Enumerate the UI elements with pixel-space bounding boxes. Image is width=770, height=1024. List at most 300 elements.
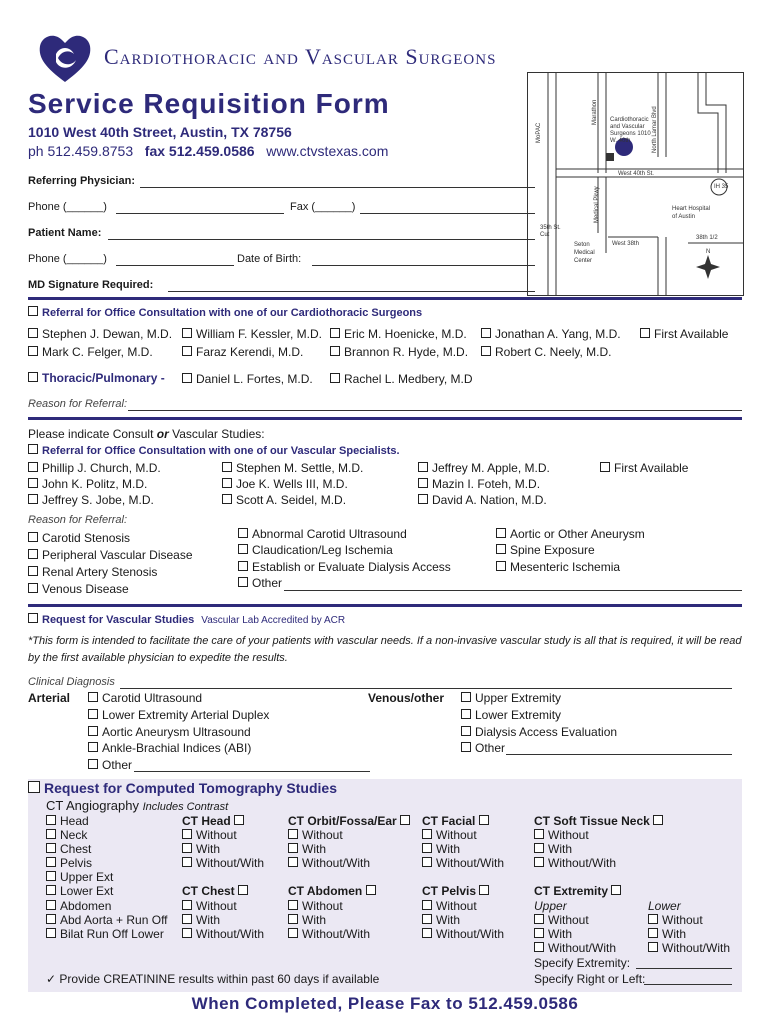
checkbox[interactable] <box>46 843 56 853</box>
ct-head-option[interactable] <box>182 814 248 828</box>
checkbox[interactable] <box>422 843 432 853</box>
fax: fax 512.459.0586 <box>144 143 255 159</box>
vascular-reason-label: Reason for Referral: <box>28 514 128 526</box>
phone: ph 512.459.8753 <box>28 143 134 159</box>
divider-1 <box>28 297 742 300</box>
surgeon-option[interactable] <box>330 345 468 359</box>
surgeon-option[interactable] <box>330 372 473 386</box>
venous-other-option[interactable] <box>461 741 505 755</box>
checkbox[interactable] <box>330 373 340 383</box>
surgeon-option[interactable] <box>28 327 172 341</box>
ct-contrast-option[interactable] <box>288 927 370 941</box>
option-label: Without/With <box>548 941 617 955</box>
checkbox[interactable] <box>534 829 544 839</box>
checkbox[interactable] <box>496 561 506 571</box>
surgeon-option[interactable] <box>182 372 313 386</box>
checkbox[interactable] <box>366 885 376 895</box>
venous-label: Venous/other <box>368 691 445 705</box>
checkbox[interactable] <box>88 742 98 752</box>
checkbox[interactable] <box>46 928 56 938</box>
surgeon-option[interactable] <box>28 345 153 359</box>
ct-contrast-option[interactable] <box>534 913 589 927</box>
md-signature-field[interactable] <box>168 291 535 292</box>
referring-physician-label: Referring Physician: <box>28 175 135 187</box>
option-label: Faraz Kerendi, M.D. <box>196 345 304 359</box>
option-label: Without/With <box>548 856 617 870</box>
checkbox[interactable] <box>534 942 544 952</box>
phone1-label: Phone (______) <box>28 201 107 213</box>
ct-pelvis-option[interactable] <box>422 884 493 898</box>
checkbox[interactable] <box>182 829 192 839</box>
option-label: Scott A. Seidel, M.D. <box>236 493 347 507</box>
dob-label: Date of Birth: <box>237 253 302 265</box>
checkbox[interactable] <box>479 815 489 825</box>
checkbox[interactable] <box>238 528 248 538</box>
checkbox[interactable] <box>222 478 232 488</box>
checkbox[interactable] <box>234 815 244 825</box>
ct-checkbox[interactable] <box>28 781 40 793</box>
option-label: Renal Artery Stenosis <box>42 565 158 579</box>
option-label: Upper Extremity <box>475 691 562 705</box>
checkbox[interactable] <box>418 494 428 504</box>
ct-contrast-option[interactable] <box>422 927 504 941</box>
option-label: Rachel L. Medbery, M.D <box>344 372 473 386</box>
checkbox[interactable] <box>422 928 432 938</box>
map-label-38half: 38th 1/2 <box>696 235 718 241</box>
divider-3 <box>28 604 742 607</box>
ct-soft-tissue-option[interactable] <box>534 814 667 828</box>
option-label: Stephen J. Dewan, M.D. <box>42 327 173 341</box>
surgeon-option[interactable] <box>330 327 467 341</box>
reason-option[interactable] <box>496 560 620 574</box>
reason-other-option[interactable] <box>238 576 282 590</box>
surgeon-option[interactable] <box>481 345 611 359</box>
option-label: CT Chest <box>182 884 235 898</box>
ct-contrast-option[interactable] <box>182 913 220 927</box>
specify-side-label: Specify Right or Left: <box>534 972 646 986</box>
checkbox[interactable] <box>653 815 663 825</box>
ct-contrast-option[interactable] <box>288 828 343 842</box>
arterial-other-field[interactable] <box>134 771 370 772</box>
checkbox[interactable] <box>222 494 232 504</box>
checkbox[interactable] <box>288 843 298 853</box>
ct-contrast-option[interactable] <box>534 828 589 842</box>
checkbox[interactable] <box>28 566 38 576</box>
fax1-field[interactable] <box>360 213 535 214</box>
checkbox[interactable] <box>288 857 298 867</box>
specialist-option[interactable] <box>28 493 154 507</box>
checkbox[interactable] <box>88 692 98 702</box>
checkbox[interactable] <box>238 561 248 571</box>
phone1-field[interactable] <box>116 213 284 214</box>
ct-angio-option[interactable] <box>46 884 113 898</box>
venous-other-field[interactable] <box>506 754 732 755</box>
arterial-option[interactable] <box>88 691 202 705</box>
reason-option[interactable] <box>238 560 451 574</box>
checkbox[interactable] <box>28 346 38 356</box>
ct-contrast-option[interactable] <box>182 828 237 842</box>
ct-contrast-option[interactable] <box>288 842 326 856</box>
checkbox[interactable] <box>28 532 38 542</box>
vascular-heading-text: Referral for Office Consultation with one of our Vascular Specialists. <box>42 445 400 457</box>
vascular-checkbox[interactable] <box>28 444 38 454</box>
checkbox[interactable] <box>28 494 38 504</box>
reason-option[interactable] <box>28 582 129 596</box>
ct-angio-option[interactable] <box>46 870 113 884</box>
option-label: With <box>548 927 572 941</box>
checkbox[interactable] <box>238 544 248 554</box>
venous-option[interactable] <box>461 725 617 739</box>
surgeon-option[interactable] <box>481 327 621 341</box>
checkbox[interactable] <box>496 528 506 538</box>
venous-option[interactable] <box>461 708 561 722</box>
option-label: Eric M. Hoenicke, M.D. <box>344 327 467 341</box>
ct-contrast-option[interactable] <box>534 842 572 856</box>
option-label: Jeffrey S. Jobe, M.D. <box>42 493 154 507</box>
form-title: Service Requisition Form <box>28 88 390 119</box>
cardio-reason-label: Reason for Referral: <box>28 398 128 410</box>
specify-side-field[interactable] <box>644 984 732 985</box>
studies-heading-text: Request for Vascular Studies <box>42 614 195 626</box>
ct-contrast-option[interactable] <box>288 913 326 927</box>
arterial-option[interactable] <box>88 708 269 722</box>
website[interactable]: www.ctvstexas.com <box>266 143 389 159</box>
option-label: Without <box>302 828 343 842</box>
checkbox[interactable] <box>461 726 471 736</box>
checkbox[interactable] <box>46 900 56 910</box>
checkbox[interactable] <box>496 544 506 554</box>
clinical-diagnosis-field[interactable] <box>120 688 732 689</box>
checkbox[interactable] <box>534 857 544 867</box>
location-map <box>527 72 744 296</box>
option-label: Without/With <box>302 927 371 941</box>
checkbox[interactable] <box>640 328 650 338</box>
checkbox[interactable] <box>534 843 544 853</box>
studies-heading[interactable] <box>28 613 345 626</box>
checkbox[interactable] <box>182 346 192 356</box>
specialist-option[interactable] <box>418 461 550 475</box>
ct-contrast-option[interactable] <box>182 842 220 856</box>
option-label: Abd Aorta + Run Off <box>60 913 168 927</box>
specialist-option[interactable] <box>222 477 348 491</box>
option-label: CT Soft Tissue Neck <box>534 814 650 828</box>
ct-angio-option[interactable] <box>46 899 111 913</box>
option-label: Venous Disease <box>42 582 129 596</box>
reason-option[interactable] <box>28 531 130 545</box>
option-label: Robert C. Neely, M.D. <box>495 345 612 359</box>
checkbox[interactable] <box>238 885 248 895</box>
fax1-label: Fax (______) <box>290 201 356 213</box>
option-label: Other <box>102 758 133 772</box>
checkbox[interactable] <box>288 900 298 910</box>
checkbox[interactable] <box>46 914 56 924</box>
checkbox[interactable] <box>330 346 340 356</box>
map-label-west38: West 38th <box>612 241 639 247</box>
referring-physician-field[interactable] <box>140 187 535 188</box>
reason-option[interactable] <box>496 527 645 541</box>
map-label-heart-hospital: Heart Hospital of Austin <box>672 206 711 220</box>
checkbox[interactable] <box>534 928 544 938</box>
map-label-west40: West 40th St. <box>618 171 654 177</box>
vascular-heading[interactable] <box>28 444 400 457</box>
ct-angio-option[interactable] <box>46 927 164 941</box>
checkbox[interactable] <box>422 829 432 839</box>
venous-option[interactable] <box>461 691 561 705</box>
checkbox[interactable] <box>461 742 471 752</box>
ct-extremity-option[interactable] <box>534 884 625 898</box>
ct-angio-option[interactable] <box>46 828 87 842</box>
dob-field[interactable] <box>312 265 535 266</box>
checkbox[interactable] <box>46 857 56 867</box>
reason-option[interactable] <box>496 543 595 557</box>
map-label-marathon: Marathon <box>592 99 598 125</box>
ct-contrast-option[interactable] <box>422 899 477 913</box>
option-label: Without <box>196 899 237 913</box>
clinical-diagnosis-label: Clinical Diagnosis <box>28 676 115 688</box>
option-label: Brannon R. Hyde, M.D. <box>344 345 469 359</box>
ct-contrast-option[interactable] <box>288 899 343 913</box>
option-label: Without/With <box>302 856 371 870</box>
phone2-label: Phone (______) <box>28 253 107 265</box>
ct-angio-option[interactable] <box>46 913 168 927</box>
checkbox[interactable] <box>46 815 56 825</box>
ct-contrast-option[interactable] <box>534 856 616 870</box>
phone2-field[interactable] <box>116 265 234 266</box>
ct-angio-option[interactable] <box>46 842 91 856</box>
checkbox[interactable] <box>422 914 432 924</box>
option-label: William F. Kessler, M.D. <box>196 327 323 341</box>
surgeon-option[interactable] <box>182 345 303 359</box>
option-label: Without <box>548 913 589 927</box>
checkbox[interactable] <box>288 829 298 839</box>
ct-abdomen-option[interactable] <box>288 884 380 898</box>
ct-angio-option[interactable] <box>46 856 92 870</box>
checkbox[interactable] <box>182 857 192 867</box>
indicate-consult <box>28 427 265 441</box>
ct-contrast-option[interactable] <box>422 913 460 927</box>
checkbox[interactable] <box>422 857 432 867</box>
checkbox[interactable] <box>461 692 471 702</box>
checkbox[interactable] <box>648 914 658 924</box>
checkbox[interactable] <box>182 914 192 924</box>
checkbox[interactable] <box>46 871 56 881</box>
checkbox[interactable] <box>600 462 610 472</box>
option-label: Daniel L. Fortes, M.D. <box>196 372 313 386</box>
reason-option[interactable] <box>238 527 407 541</box>
specialist-option[interactable] <box>222 461 363 475</box>
checkbox[interactable] <box>28 328 38 338</box>
option-label: Claudication/Leg Ischemia <box>252 543 393 557</box>
specialist-option[interactable] <box>28 461 161 475</box>
arterial-option[interactable] <box>88 741 251 755</box>
ct-angio-option[interactable] <box>46 814 89 828</box>
map-roads <box>528 73 743 295</box>
ct-contrast-option[interactable] <box>534 927 572 941</box>
option-label: Without <box>196 828 237 842</box>
ct-contrast-option[interactable] <box>648 913 703 927</box>
arterial-option[interactable] <box>88 725 251 739</box>
reason-option[interactable] <box>28 565 157 579</box>
ct-heading-text: Request for Computed Tomography Studies <box>44 780 337 796</box>
first-available-option[interactable] <box>640 327 728 341</box>
checkbox[interactable] <box>28 478 38 488</box>
ct-facial-option[interactable] <box>422 814 493 828</box>
ct-contrast-option[interactable] <box>648 927 686 941</box>
checkbox[interactable] <box>28 583 38 593</box>
thoracic-option[interactable] <box>28 371 165 385</box>
checkbox[interactable] <box>28 462 38 472</box>
specialist-option[interactable] <box>418 493 547 507</box>
arterial-other-option[interactable] <box>88 758 132 772</box>
checkbox[interactable] <box>46 829 56 839</box>
checkbox[interactable] <box>88 759 98 769</box>
checkbox[interactable] <box>422 900 432 910</box>
patient-name-field[interactable] <box>108 239 535 240</box>
first-available-option[interactable] <box>600 461 688 475</box>
specialist-option[interactable] <box>28 477 147 491</box>
reason-option[interactable] <box>238 543 393 557</box>
option-label: Lower Extremity <box>475 708 562 722</box>
patient-name-label: Patient Name: <box>28 227 102 239</box>
option-label: Ankle-Brachial Indices (ABI) <box>102 741 252 755</box>
map-label-north: N <box>706 249 711 255</box>
cardio-checkbox[interactable] <box>28 306 38 316</box>
checkbox[interactable] <box>648 942 658 952</box>
checkbox[interactable] <box>88 709 98 719</box>
specialist-option[interactable] <box>418 477 540 491</box>
option-label: Upper Ext <box>60 870 114 884</box>
cardio-heading[interactable] <box>28 306 422 319</box>
option-label: First Available <box>614 461 689 475</box>
checkbox[interactable] <box>461 709 471 719</box>
ct-contrast-option[interactable] <box>534 941 616 955</box>
checkbox[interactable] <box>88 726 98 736</box>
option-label: Other <box>252 576 283 590</box>
checkbox[interactable] <box>238 577 248 587</box>
ct-contrast-option[interactable] <box>422 828 477 842</box>
ct-contrast-option[interactable] <box>648 941 730 955</box>
arterial-label: Arterial <box>28 691 71 705</box>
logo <box>36 32 94 84</box>
option-label: Dialysis Access Evaluation <box>475 725 618 739</box>
option-label: Without <box>436 899 477 913</box>
cardio-reason-field[interactable] <box>128 410 742 411</box>
checkbox[interactable] <box>534 914 544 924</box>
ct-contrast-option[interactable] <box>182 856 264 870</box>
checkbox[interactable] <box>418 478 428 488</box>
ct-heading[interactable] <box>28 780 337 796</box>
ct-contrast-option[interactable] <box>182 927 264 941</box>
option-label: With <box>196 913 220 927</box>
checkbox[interactable] <box>288 914 298 924</box>
lower-label: Lower <box>648 899 681 913</box>
option-label: Establish or Evaluate Dialysis Access <box>252 560 451 574</box>
option-label: John K. Politz, M.D. <box>42 477 148 491</box>
option-label: CT Abdomen <box>288 884 363 898</box>
checkbox[interactable] <box>28 549 38 559</box>
option-label: Without/With <box>196 927 265 941</box>
option-label: CT Pelvis <box>422 884 477 898</box>
ct-contrast-option[interactable] <box>422 842 460 856</box>
checkbox[interactable] <box>611 885 621 895</box>
checkbox[interactable] <box>288 928 298 938</box>
option-label: Lower Extremity Arterial Duplex <box>102 708 270 722</box>
checkbox[interactable] <box>182 928 192 938</box>
option-label: Bilat Run Off Lower <box>60 927 164 941</box>
option-label: With <box>302 842 326 856</box>
option-label: CT Facial <box>422 814 476 828</box>
option-label: Mark C. Felger, M.D. <box>42 345 153 359</box>
ct-chest-option[interactable] <box>182 884 252 898</box>
checkbox[interactable] <box>222 462 232 472</box>
option-label: Peripheral Vascular Disease <box>42 548 193 562</box>
map-label-mopac: MoPAC <box>536 122 542 143</box>
checkbox[interactable] <box>182 900 192 910</box>
compass-icon <box>696 255 720 279</box>
checkbox[interactable] <box>479 885 489 895</box>
option-label: With <box>302 913 326 927</box>
md-signature-label: MD Signature Required: <box>28 279 154 291</box>
studies-checkbox[interactable] <box>28 613 38 623</box>
checkbox[interactable] <box>418 462 428 472</box>
creatinine-note: ✓ Provide CREATININE results within past 60 days if available <box>46 972 380 986</box>
ct-orbit-option[interactable] <box>288 814 414 828</box>
map-label-north-lamar: North Lamar Blvd <box>652 106 658 153</box>
checkbox[interactable] <box>46 885 56 895</box>
option-label: Without/With <box>196 856 265 870</box>
option-label: Aortic Aneurysm Ultrasound <box>102 725 251 739</box>
option-label: Without <box>302 899 343 913</box>
option-label: Other <box>475 741 506 755</box>
checkbox[interactable] <box>182 373 192 383</box>
checkbox[interactable] <box>182 328 192 338</box>
org-name: Cardiothoracic and Vascular Surgeons <box>104 44 497 69</box>
map-label-medical-pkwy: Medical Pkwy <box>594 186 600 223</box>
checkbox[interactable] <box>400 815 410 825</box>
option-label: Without/With <box>436 856 505 870</box>
checkbox[interactable] <box>648 928 658 938</box>
reason-other-field[interactable] <box>284 590 742 591</box>
checkbox[interactable] <box>481 346 491 356</box>
ct-contrast-option[interactable] <box>422 856 504 870</box>
option-label: Phillip J. Church, M.D. <box>42 461 161 475</box>
checkbox[interactable] <box>330 328 340 338</box>
checkbox[interactable] <box>182 843 192 853</box>
divider-2 <box>28 417 742 420</box>
map-label-seton: Seton Medical Center <box>574 242 595 264</box>
option-label: CT Head <box>182 814 231 828</box>
option-label: Without <box>436 828 477 842</box>
map-label-ih35: IH 35 <box>714 184 729 190</box>
checkbox[interactable] <box>481 328 491 338</box>
option-label: Carotid Ultrasound <box>102 691 203 705</box>
option-label: Pelvis <box>60 856 93 870</box>
option-label: With <box>662 927 686 941</box>
option-label: Without <box>662 913 703 927</box>
specify-extremity-field[interactable] <box>636 968 732 969</box>
option-label: With <box>436 842 460 856</box>
ct-contrast-option[interactable] <box>182 899 237 913</box>
specialist-option[interactable] <box>222 493 346 507</box>
indicate-or: or <box>156 427 169 441</box>
ct-contrast-option[interactable] <box>288 856 370 870</box>
surgeon-option[interactable] <box>182 327 322 341</box>
contact-line <box>28 143 388 159</box>
footer-fax: When Completed, Please Fax to 512.459.0586 <box>191 994 579 1013</box>
checkbox[interactable] <box>28 372 38 382</box>
cardio-heading-text: Referral for Office Consultation with one of our Cardiothoracic Surgeons <box>42 307 423 319</box>
reason-option[interactable] <box>28 548 193 562</box>
